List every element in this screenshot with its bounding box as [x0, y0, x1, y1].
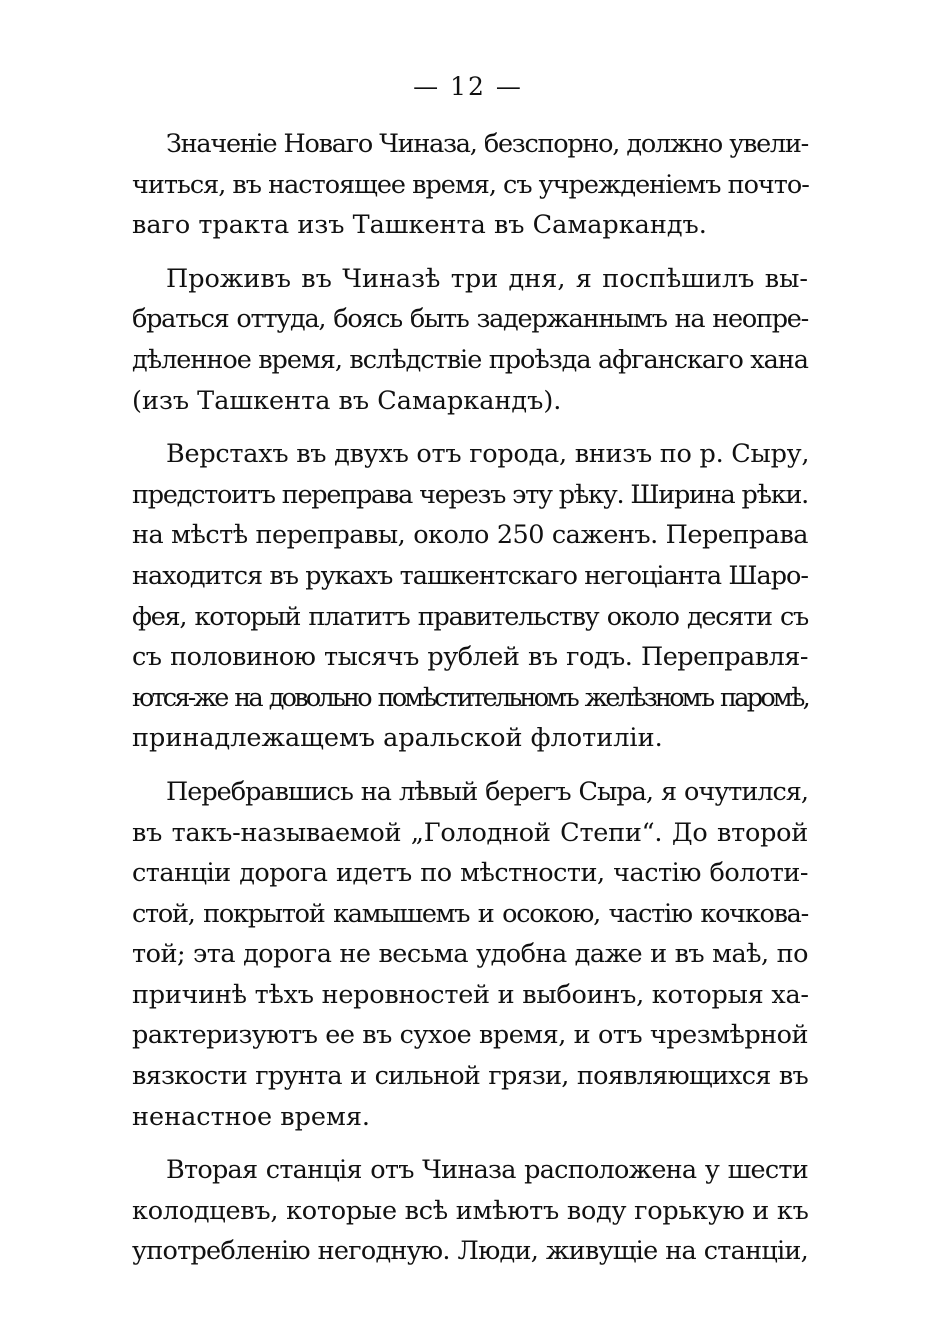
text-line: принадлежащемъ аральской флотилiи. [132, 723, 663, 754]
text-line: съ половиною тысячъ рублей въ годъ. Переправля- [132, 642, 808, 673]
text-line: Перебравшись на лѣвый берегъ Сыра, я очутился, [166, 776, 808, 807]
text-line: Верстахъ въ двухъ отъ города, внизъ по р. Сыру, [166, 439, 810, 470]
text-line: вязкости грунта и сильной грязи, появляющихся въ [132, 1061, 808, 1092]
text-line: Значенiе Новаго Чиназа, безспорно, должно увели- [166, 129, 808, 159]
text-line: находится въ рукахъ ташкентскаго негоцiанта Шаро- [132, 560, 808, 591]
text-line: въ такъ-называемой „Голодной Степи“. До второй [132, 817, 808, 848]
paragraph-5 [132, 1150, 808, 1272]
text-line: ваго тракта изъ Ташкента въ Самаркандъ. [132, 210, 707, 241]
text-line: предстоитъ переправа черезъ эту рѣку. Ширина рѣки. [132, 479, 808, 510]
text-line: ются-же на довольно помѣстительномъ желѣзномъ паромѣ, [132, 682, 808, 713]
text-line: рактеризуютъ ее въ сухое время, и отъ чрезмѣрной [132, 1020, 808, 1051]
text-line: той; эта дорога не весьма удобна даже и въ маѣ, по [132, 939, 808, 970]
text-line: на мѣстѣ переправы, около 250 саженъ. Переправа [132, 520, 808, 551]
text-line: Проживъ въ Чиназѣ три дня, я поспѣшилъ вы- [166, 263, 808, 294]
text-line: фея, который платитъ правительству около десяти съ [132, 601, 808, 632]
paragraph-4 [132, 772, 808, 1137]
text-line: ненастное время. [132, 1101, 371, 1132]
paragraph-1 [132, 124, 808, 246]
body-text [132, 124, 808, 1272]
page-number: — 12 — [413, 72, 523, 101]
text-line: колодцевъ, которые всѣ имѣютъ воду горькую и къ [132, 1195, 809, 1226]
text-line: станцiи дорога идетъ по мѣстности, частiю болоти- [132, 858, 808, 889]
text-line: Вторая станцiя отъ Чиназа расположена у шести [166, 1155, 808, 1186]
text-line: употребленiю негодную. Люди, живущiе на станцiи, [132, 1236, 808, 1267]
paragraph-3 [132, 434, 808, 759]
text-line: дѣленное время, вслѣдствiе проѣзда афганскаго хана [132, 344, 808, 375]
text-line: причинѣ тѣхъ неровностей и выбоинъ, которыя ха- [132, 979, 809, 1010]
paragraph-2 [132, 259, 808, 421]
text-line: стой, покрытой камышемъ и осокою, частiю кочкова- [132, 898, 808, 929]
text-line: браться оттуда, боясь быть задержаннымъ на неопре- [132, 304, 808, 335]
text-line: (изъ Ташкента въ Самаркандъ). [132, 385, 562, 416]
text-line: читься, въ настоящее время, съ учрежденiемъ почто- [132, 169, 809, 200]
